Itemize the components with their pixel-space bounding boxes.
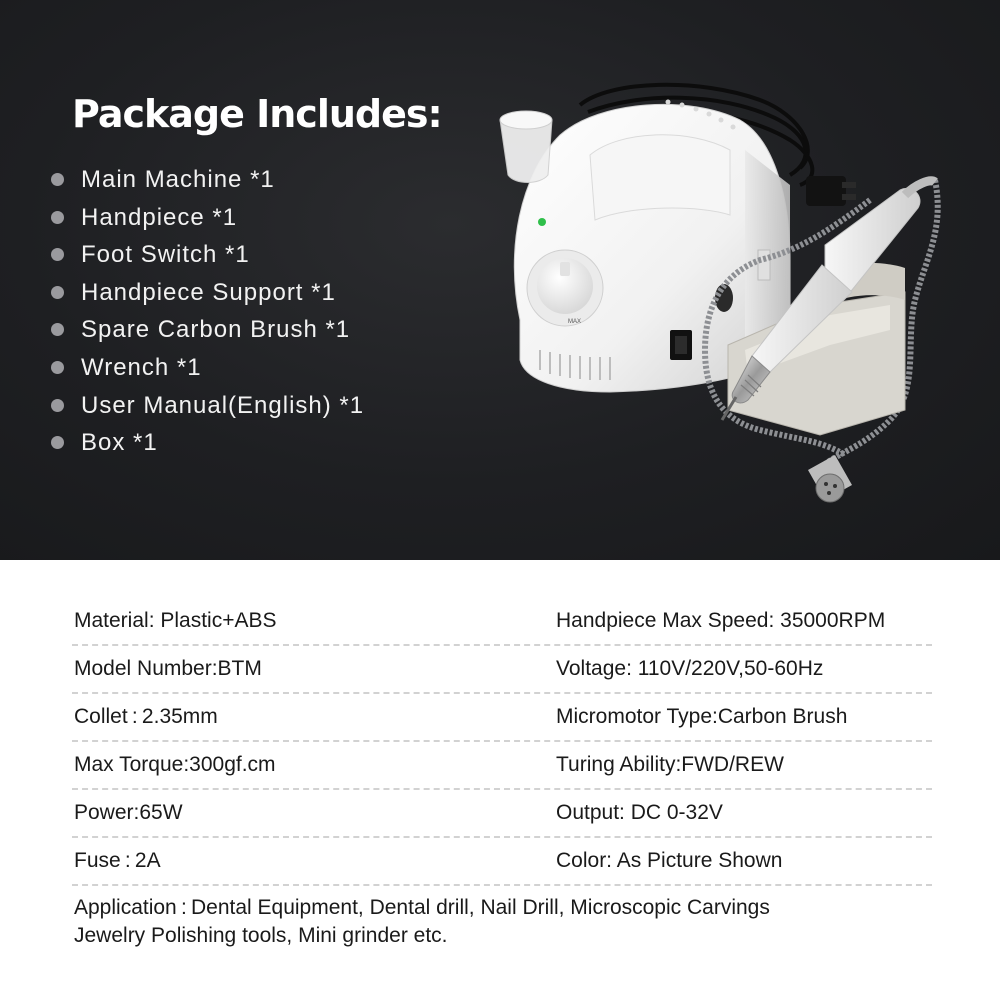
spec-color: Color: As Picture Shown: [556, 849, 783, 872]
package-item-label: Spare Carbon Brush *1: [81, 316, 351, 344]
spec-power: Power:65W: [74, 801, 183, 824]
spec-application: [74, 894, 934, 950]
package-item-label: Handpiece *1: [81, 203, 238, 231]
spec-fuse: Fuse : 2A: [74, 849, 161, 872]
bullet-icon: [51, 211, 64, 224]
package-item: [48, 236, 364, 274]
spec-row: [72, 742, 932, 790]
spec-row: [72, 790, 932, 838]
package-item: [48, 424, 364, 462]
package-item: [48, 161, 364, 199]
package-item: [48, 274, 364, 312]
package-item-label: Wrench *1: [81, 353, 202, 381]
knob-max-label: MAX: [568, 319, 582, 325]
package-heading: Package Includes:: [72, 92, 442, 136]
spec-turning-ability: Turing Ability:FWD/REW: [556, 753, 784, 776]
package-item: [48, 311, 364, 349]
bullet-icon: [51, 436, 64, 449]
cable-plug: [816, 474, 844, 502]
spec-model-number: Model Number:BTM: [74, 657, 262, 680]
specifications: [0, 560, 1000, 1000]
package-item: [48, 199, 364, 237]
spec-max-speed: Handpiece Max Speed: 35000RPM: [556, 609, 886, 632]
spec-collet: Collet : 2.35mm: [74, 705, 218, 728]
power-plug: [806, 176, 846, 206]
spec-row: [72, 838, 932, 886]
spec-output: Output: DC 0-32V: [556, 801, 723, 824]
package-list: [48, 161, 364, 462]
spec-row: [72, 598, 932, 646]
package-item-label: Handpiece Support *1: [81, 278, 336, 306]
bullet-icon: [51, 248, 64, 261]
package-item-label: Foot Switch *1: [81, 241, 250, 269]
spec-voltage: Voltage: 110V/220V,50-60Hz: [556, 657, 824, 680]
spec-row: [72, 646, 932, 694]
application-line: Application : Dental Equipment, Dental drill, Nail Drill, Microscopic Carvings: [74, 896, 770, 919]
application-line: Jewelry Polishing tools, Mini grinder etc.: [74, 924, 448, 947]
product-image: [480, 70, 960, 540]
bullet-icon: [51, 286, 64, 299]
spec-material: Material: Plastic+ABS: [74, 609, 277, 632]
package-item-label: User Manual(English) *1: [81, 391, 365, 419]
spec-max-torque: Max Torque:300gf.cm: [74, 753, 276, 776]
spec-row: [72, 694, 932, 742]
package-item-label: Main Machine *1: [81, 166, 275, 193]
power-led-icon: [538, 218, 546, 226]
package-item: [48, 349, 364, 387]
bullet-icon: [51, 323, 64, 336]
bullet-icon: [51, 399, 64, 412]
package-item-label: Box *1: [81, 429, 158, 457]
package-item: [48, 387, 364, 425]
bullet-icon: [51, 173, 64, 186]
spec-micromotor-type: Micromotor Type:Carbon Brush: [556, 705, 848, 728]
bullet-icon: [51, 361, 64, 374]
